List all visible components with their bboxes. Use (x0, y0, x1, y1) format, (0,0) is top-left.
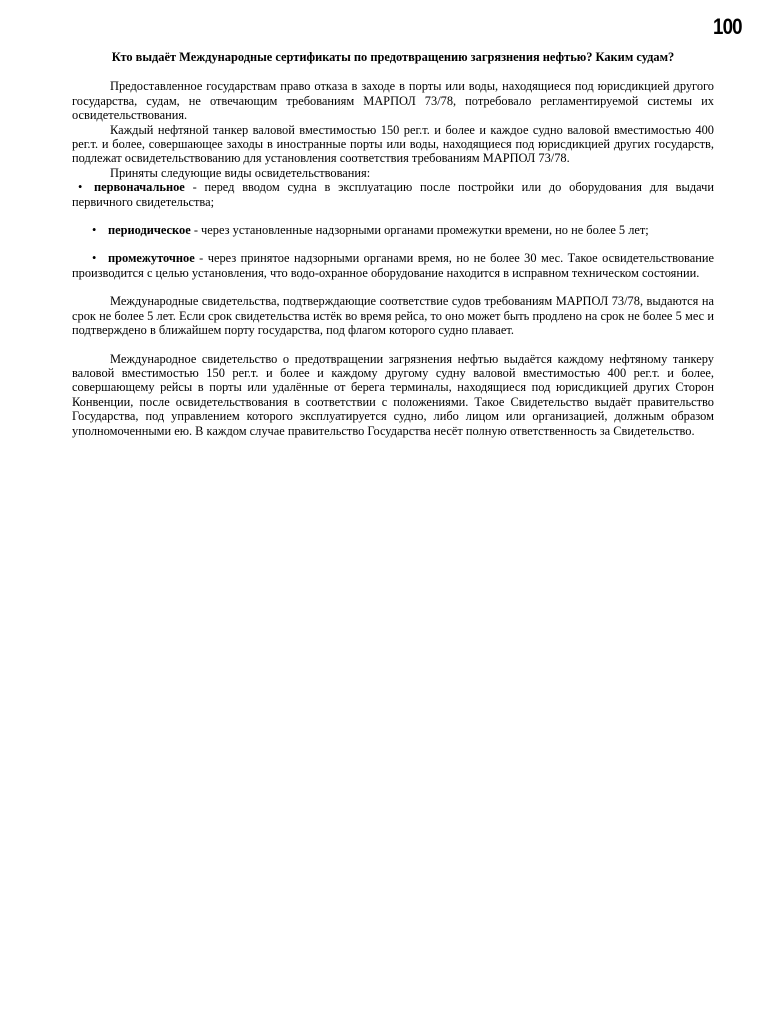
paragraph-5: Международное свидетельство о предотвращении загрязнения нефтью выдаётся каждому нефтяному танкеру валовой вместимостью 150 рег.т. и более и каждому другому судну валовой вместимостью 400 рег.т. и более, совершающему рейсы в порты или удалённые от берега терминалы, находящиеся под юрисдикцией других Сторон Конвенции, после освидетельствования в соответствии с положениями. Такое Свидетельство выдаёт правительство Государства, под управлением которого эксплуатируется судно, либо лицом или организацией, должным образом уполномоченными ею. В каждом случае правительство Государства несёт полную ответственность за Свидетельство. (72, 351, 714, 438)
paragraph-2: Каждый нефтяной танкер валовой вместимостью 150 рег.т. и более и каждое судно валовой вместимостью 400 рег.т. и более, совершающее заходы в иностранные порты или воды, находящиеся под юрисдикцией других государств, подлежат освидетельствованию для установления соответствия требованиям МАРПОЛ 73/78. (72, 122, 714, 166)
list-item-intermediate (72, 251, 714, 280)
list-item-text: - перед вводом судна в эксплуатацию после постройки или до оборудования для выдачи первичного свидетельства; (72, 180, 714, 209)
list-item-initial (72, 180, 714, 209)
list-item-term: периодическое (108, 223, 191, 238)
list-item-text: - через принятое надзорными органами время, но не более 30 мес. Такое освидетельствование производится с целью установления, что водо-охранное оборудование находится в исправном техническом состоянии. (72, 251, 714, 280)
document-body (72, 50, 714, 438)
paragraph-1: Предоставленное государствам право отказа в заходе в порты или воды, находящиеся под юрисдикцией другого государства, судам, не отвечающим требованиям МАРПОЛ 73/78, потребовало регламентируемой системы их освидетельствования. (72, 79, 714, 123)
bullet-icon: • (78, 180, 83, 195)
page-number: 100 (713, 14, 742, 39)
document-title: Кто выдаёт Международные сертификаты по предотвращению загрязнения нефтью? Каким судам? (111, 50, 675, 64)
bullet-icon: • (92, 251, 97, 266)
list-item-term: промежуточное (108, 251, 195, 266)
paragraph-4: Международные свидетельства, подтверждающие соответствие судов требованиям МАРПОЛ 73/78, выдаются на срок не более 5 лет. Если срок свидетельства истёк во время рейса, то оно может быть продлено на срок не более 5 мес и подтверждено в ближайшем порту государства, под флагом которого судно плавает. (72, 294, 714, 338)
paragraph-3: Приняты следующие виды освидетельствования: (110, 165, 371, 180)
list-item-term: первоначальное (94, 180, 185, 195)
list-item-periodic (72, 223, 714, 237)
list-item-text: - через установленные надзорными органами промежутки времени, но не более 5 лет; (190, 223, 649, 238)
bullet-icon: • (92, 223, 97, 238)
